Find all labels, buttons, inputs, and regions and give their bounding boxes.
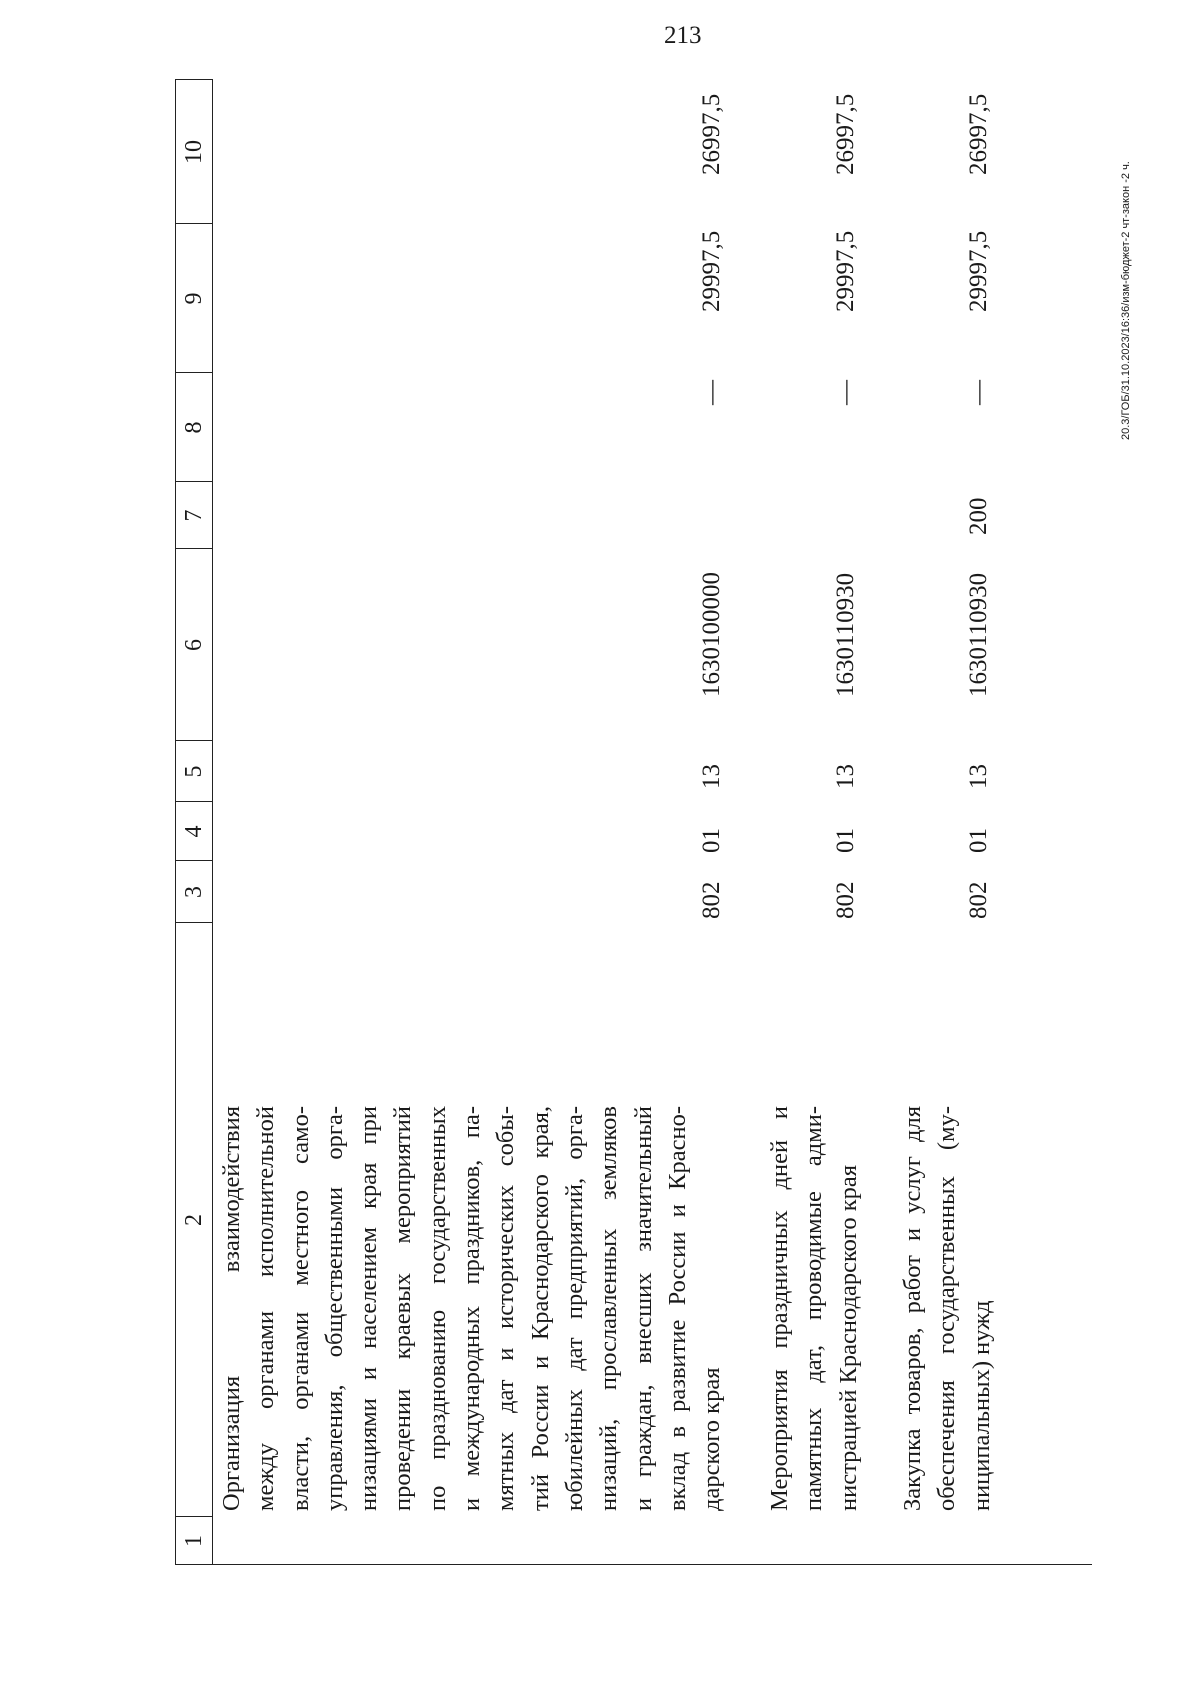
row-1-name-line: и граждан, внесших значительный: [629, 1106, 657, 1511]
row-1-col10: 26997,5: [698, 93, 725, 175]
column-header-7: 7: [181, 509, 207, 522]
row-2-col3: 802: [832, 881, 859, 919]
row-3-name-line: Закупка товаров, работ и услуг для: [899, 1106, 926, 1511]
footer-document-code: 20.3/ГОБ/31.10.2023/16:36/изм-бюджет-2 чт-закон -2 ч.: [1120, 161, 1132, 440]
row-2-col6: 1630110930: [832, 572, 859, 697]
row-1-name-line: проведении краевых мероприятий: [389, 1106, 417, 1511]
column-header-10: 10: [181, 140, 207, 164]
row-1-col6: 1630100000: [698, 572, 725, 697]
row-1-name-line: низаций, прославленных земляков: [595, 1106, 623, 1511]
column-header-9: 9: [181, 292, 207, 305]
row-1-col8: —: [698, 380, 725, 405]
column-header-2: 2: [181, 1214, 207, 1226]
row-2-name: [763, 1106, 866, 1511]
row-3-col9: 29997,5: [965, 230, 992, 312]
row-2-name-line: Мероприятия праздничных дней и: [766, 1106, 793, 1511]
row-1-name-line: управления, общественными орга-: [320, 1106, 348, 1511]
row-2-col5: 13: [832, 764, 859, 789]
column-header-6: 6: [181, 639, 207, 651]
row-1-name-line: дарского края: [698, 1367, 726, 1511]
row-3-col10: 26997,5: [965, 93, 992, 175]
row-1-name-line: юбилейных дат предприятий, орга-: [560, 1106, 588, 1511]
rotated-table-page: [80, 45, 1140, 1565]
column-header-1: 1: [181, 1535, 207, 1547]
column-header-8: 8: [181, 421, 207, 434]
row-1-name-line: по празднованию государственных: [423, 1106, 451, 1511]
row-3-col6: 1630110930: [965, 572, 992, 697]
table-left-border: [212, 1564, 1092, 1565]
column-header-4: 4: [181, 825, 207, 838]
row-2-name-line: памятных дат, проводимые адми-: [800, 1106, 828, 1511]
row-2-col10: 26997,5: [832, 93, 859, 175]
page-number: 213: [664, 22, 702, 49]
row-1-name-line: мятных дат и исторических собы-: [492, 1106, 520, 1511]
row-2-col4: 01: [832, 828, 859, 853]
row-3-col4: 01: [965, 828, 992, 853]
column-header-3: 3: [181, 886, 207, 898]
row-1-name: [215, 1106, 729, 1511]
row-1-name-line: между органами исполнительной: [252, 1106, 280, 1511]
row-2-col9: 29997,5: [832, 230, 859, 312]
row-1-name-line: и международных праздников, па-: [458, 1106, 486, 1511]
row-1-name-line: вклад в развитие России и Красно-: [663, 1106, 691, 1511]
row-3-col3: 802: [965, 881, 992, 919]
column-header-5: 5: [181, 765, 207, 778]
row-3-col8: —: [965, 380, 992, 405]
row-1-col3: 802: [698, 881, 725, 919]
row-2-col8: —: [832, 380, 859, 405]
row-1-name-line: тий России и Краснодарского края,: [526, 1106, 554, 1511]
row-3-name: [896, 1106, 999, 1511]
row-3-col5: 13: [965, 764, 992, 789]
row-2-name-line: нистрацией Краснодарского края: [834, 1164, 862, 1511]
row-1-col4: 01: [698, 828, 725, 853]
row-3-col7: 200: [965, 497, 992, 535]
row-1-col9: 29997,5: [698, 230, 725, 312]
header-bottom-border: [212, 80, 213, 1565]
row-1-name-line: Организация взаимодействия: [218, 1106, 245, 1511]
row-1-name-line: низациями и населением края при: [355, 1106, 383, 1511]
row-1-col5: 13: [698, 764, 725, 789]
header-top-border: [175, 80, 176, 1565]
row-3-name-line: обеспечения государственных (му-: [933, 1106, 961, 1511]
row-3-name-line: ниципальных) нужд: [967, 1300, 995, 1511]
row-1-name-line: власти, органами местного само-: [286, 1106, 314, 1511]
